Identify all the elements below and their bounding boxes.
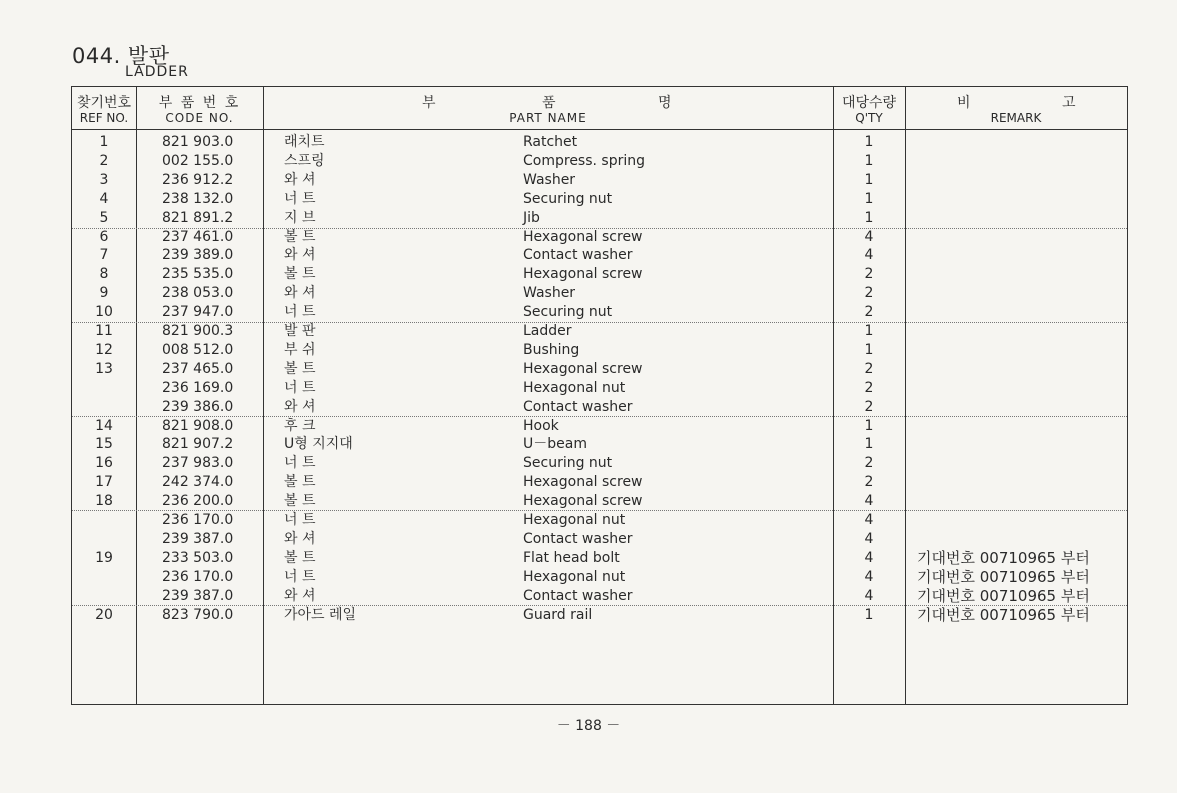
part-name-kr: 지 브 — [284, 209, 316, 226]
ref-no: 13 — [95, 360, 113, 377]
remark-header-kr-2: 고 — [1062, 95, 1076, 111]
part-name-en: Bushing — [523, 341, 580, 358]
remark — [917, 435, 1127, 454]
part-name-kr: 와 셔 — [284, 171, 316, 188]
column-divider — [905, 87, 906, 704]
part-name-en: Contact washer — [523, 530, 633, 547]
code-no: 237 983.0 — [162, 455, 234, 472]
part-name-kr: 와 셔 — [284, 530, 316, 547]
quantity: 1 — [864, 606, 874, 623]
header-divider — [72, 129, 1127, 130]
part-name-en: Hexagonal screw — [523, 360, 643, 377]
ref-no: 10 — [95, 304, 113, 321]
quantity: 2 — [864, 379, 874, 396]
part-name-kr: 와 셔 — [284, 285, 316, 302]
quantity: 2 — [864, 360, 874, 377]
part-name-en: Contact washer — [523, 398, 633, 415]
quantity: 4 — [864, 493, 874, 510]
remark: 기대번호 00710965 부터 — [917, 605, 1090, 624]
quantity: 1 — [864, 134, 874, 150]
part-name-kr: 와 셔 — [284, 398, 316, 415]
ref-no — [72, 568, 136, 587]
part-name-kr: 볼 트 — [284, 549, 316, 566]
part-name-kr: 볼 트 — [284, 266, 316, 283]
code-no: 233 503.0 — [162, 549, 234, 566]
part-name-kr: 부 쉬 — [284, 341, 316, 358]
ref-no — [72, 587, 136, 606]
ref-no: 20 — [95, 606, 113, 623]
remark — [917, 265, 1127, 284]
part-name-kr: 너 트 — [284, 455, 316, 472]
name-header-kr-1: 부 — [422, 95, 436, 111]
remark-header-kr-1: 비 — [957, 95, 971, 111]
quantity: 4 — [864, 512, 874, 528]
remark — [917, 284, 1127, 303]
part-name-en: Hexagonal screw — [523, 474, 643, 491]
remark — [917, 303, 1127, 322]
remark — [917, 511, 1127, 530]
code-no: 236 169.0 — [162, 379, 234, 396]
quantity: 4 — [864, 587, 874, 604]
quantity: 4 — [864, 228, 874, 245]
part-name-en: Ladder — [523, 323, 572, 339]
ref-no: 12 — [95, 341, 113, 358]
code-no: 008 512.0 — [162, 341, 234, 358]
ref-header-en: REF NO. — [79, 111, 129, 125]
part-name-kr: 볼 트 — [284, 474, 316, 491]
remark — [917, 209, 1127, 228]
name-header-kr-3: 명 — [658, 95, 672, 111]
code-no: 239 387.0 — [162, 587, 234, 604]
part-name-en: Hexagonal nut — [523, 568, 626, 585]
quantity: 4 — [864, 549, 874, 566]
remark — [917, 152, 1127, 171]
part-name-en: Contact washer — [523, 247, 633, 264]
remark — [917, 228, 1127, 247]
code-no: 236 200.0 — [162, 493, 234, 510]
code-no: 821 900.3 — [162, 323, 234, 339]
code-no: 237 947.0 — [162, 304, 234, 321]
quantity: 1 — [864, 323, 874, 339]
ref-no: 16 — [95, 455, 113, 472]
quantity: 2 — [864, 266, 874, 283]
quantity: 2 — [864, 474, 874, 491]
part-name-kr: 가아드 레일 — [284, 606, 357, 623]
qty-header-en: Q'TY — [855, 111, 883, 125]
code-no: 821 907.2 — [162, 436, 234, 453]
remark — [917, 360, 1127, 379]
remark-header-en: REMARK — [990, 111, 1042, 125]
quantity: 2 — [864, 398, 874, 415]
code-no: 239 386.0 — [162, 398, 234, 415]
code-no: 237 465.0 — [162, 360, 234, 377]
part-name-kr: 너 트 — [284, 379, 316, 396]
part-name-kr: 볼 트 — [284, 228, 316, 245]
part-name-kr: 너 트 — [284, 304, 316, 321]
part-name-kr: 볼 트 — [284, 360, 316, 377]
part-name-kr: U형 지지대 — [284, 436, 353, 453]
quantity: 1 — [864, 436, 874, 453]
part-name-kr: 너 트 — [284, 568, 316, 585]
part-name-en: Ratchet — [523, 134, 578, 150]
part-name-en: Washer — [523, 285, 576, 302]
remark — [917, 492, 1127, 511]
part-name-en: Guard rail — [523, 606, 593, 623]
remark — [917, 171, 1127, 190]
ref-no: 19 — [95, 549, 113, 566]
remark — [917, 246, 1127, 265]
code-header-en: CODE NO. — [165, 111, 234, 125]
ref-no — [72, 530, 136, 549]
part-name-en: Hook — [523, 417, 559, 434]
quantity: 4 — [864, 247, 874, 264]
code-no: 239 387.0 — [162, 530, 234, 547]
part-name-en: Securing nut — [523, 190, 613, 207]
remark — [917, 341, 1127, 360]
code-no: 235 535.0 — [162, 266, 234, 283]
code-no: 002 155.0 — [162, 152, 234, 169]
part-name-en: Hexagonal nut — [523, 512, 626, 528]
ref-no: 14 — [95, 417, 113, 434]
part-name-kr: 래치트 — [284, 134, 325, 150]
quantity: 1 — [864, 341, 874, 358]
remark: 기대번호 00710965 부터 — [917, 567, 1090, 586]
parts-table — [71, 86, 1128, 705]
remark — [917, 190, 1127, 209]
code-no: 821 908.0 — [162, 417, 234, 434]
part-name-kr: 와 셔 — [284, 587, 316, 604]
quantity: 1 — [864, 417, 874, 434]
ref-no: 11 — [95, 323, 113, 339]
ref-no: 7 — [99, 247, 109, 264]
part-name-en: Hexagonal screw — [523, 266, 643, 283]
remark — [917, 473, 1127, 492]
part-name-kr: 후 크 — [284, 417, 316, 434]
remark — [917, 530, 1127, 549]
ref-no: 1 — [99, 134, 109, 150]
page-number: － 188 － — [556, 718, 621, 734]
part-name-en: U－beam — [523, 436, 587, 453]
remark: 기대번호 00710965 부터 — [917, 586, 1090, 605]
remark — [917, 133, 1127, 152]
code-no: 238 132.0 — [162, 190, 234, 207]
part-name-en: Securing nut — [523, 304, 613, 321]
quantity: 1 — [864, 171, 874, 188]
page-subtitle: LADDER — [125, 64, 189, 80]
part-name-en: Securing nut — [523, 455, 613, 472]
code-no: 236 912.2 — [162, 171, 234, 188]
name-header-en: PART NAME — [509, 111, 587, 125]
code-no: 236 170.0 — [162, 512, 234, 528]
part-name-kr: 너 트 — [284, 512, 316, 528]
part-name-en: Compress. spring — [523, 152, 646, 169]
part-name-en: Contact washer — [523, 587, 633, 604]
ref-no: 5 — [99, 209, 109, 226]
quantity: 1 — [864, 209, 874, 226]
part-name-kr: 발 판 — [284, 323, 316, 339]
code-no: 821 903.0 — [162, 134, 234, 150]
page-title: 044. 발판 — [72, 44, 170, 68]
ref-no: 3 — [99, 171, 109, 188]
code-no: 823 790.0 — [162, 606, 234, 623]
part-name-en: Hexagonal nut — [523, 379, 626, 396]
quantity: 4 — [864, 530, 874, 547]
part-name-en: Hexagonal screw — [523, 493, 643, 510]
code-no: 237 461.0 — [162, 228, 234, 245]
code-header-kr: 부 품 번 호 — [158, 95, 241, 111]
code-no: 821 891.2 — [162, 209, 234, 226]
remark — [917, 322, 1127, 341]
ref-no — [72, 511, 136, 530]
ref-no: 8 — [99, 266, 109, 283]
part-name-kr: 와 셔 — [284, 247, 316, 264]
ref-no: 2 — [99, 152, 109, 169]
part-name-en: Hexagonal screw — [523, 228, 643, 245]
code-no: 242 374.0 — [162, 474, 234, 491]
column-divider — [136, 87, 137, 704]
ref-header-kr: 찾기번호 — [76, 95, 132, 111]
ref-no — [72, 379, 136, 398]
quantity: 4 — [864, 568, 874, 585]
ref-no: 6 — [99, 228, 109, 245]
part-name-kr: 너 트 — [284, 190, 316, 207]
quantity: 1 — [864, 152, 874, 169]
part-name-kr: 스프링 — [284, 152, 325, 169]
ref-no — [72, 398, 136, 417]
quantity: 2 — [864, 304, 874, 321]
quantity: 2 — [864, 455, 874, 472]
part-name-kr: 볼 트 — [284, 493, 316, 510]
part-name-en: Flat head bolt — [523, 549, 620, 566]
ref-no: 4 — [99, 190, 109, 207]
name-header-kr-2: 품 — [542, 95, 556, 111]
ref-no: 17 — [95, 474, 113, 491]
code-no: 239 389.0 — [162, 247, 234, 264]
remark — [917, 417, 1127, 436]
part-name-en: Jib — [523, 209, 540, 226]
remark — [917, 379, 1127, 398]
ref-no: 18 — [95, 493, 113, 510]
qty-header-kr: 대당수량 — [841, 95, 897, 111]
ref-no: 9 — [99, 285, 109, 302]
remark: 기대번호 00710965 부터 — [917, 548, 1090, 567]
part-name-en: Washer — [523, 171, 576, 188]
code-no: 236 170.0 — [162, 568, 234, 585]
quantity: 2 — [864, 285, 874, 302]
remark — [917, 398, 1127, 417]
code-no: 238 053.0 — [162, 285, 234, 302]
quantity: 1 — [864, 190, 874, 207]
remark — [917, 454, 1127, 473]
ref-no: 15 — [95, 436, 113, 453]
